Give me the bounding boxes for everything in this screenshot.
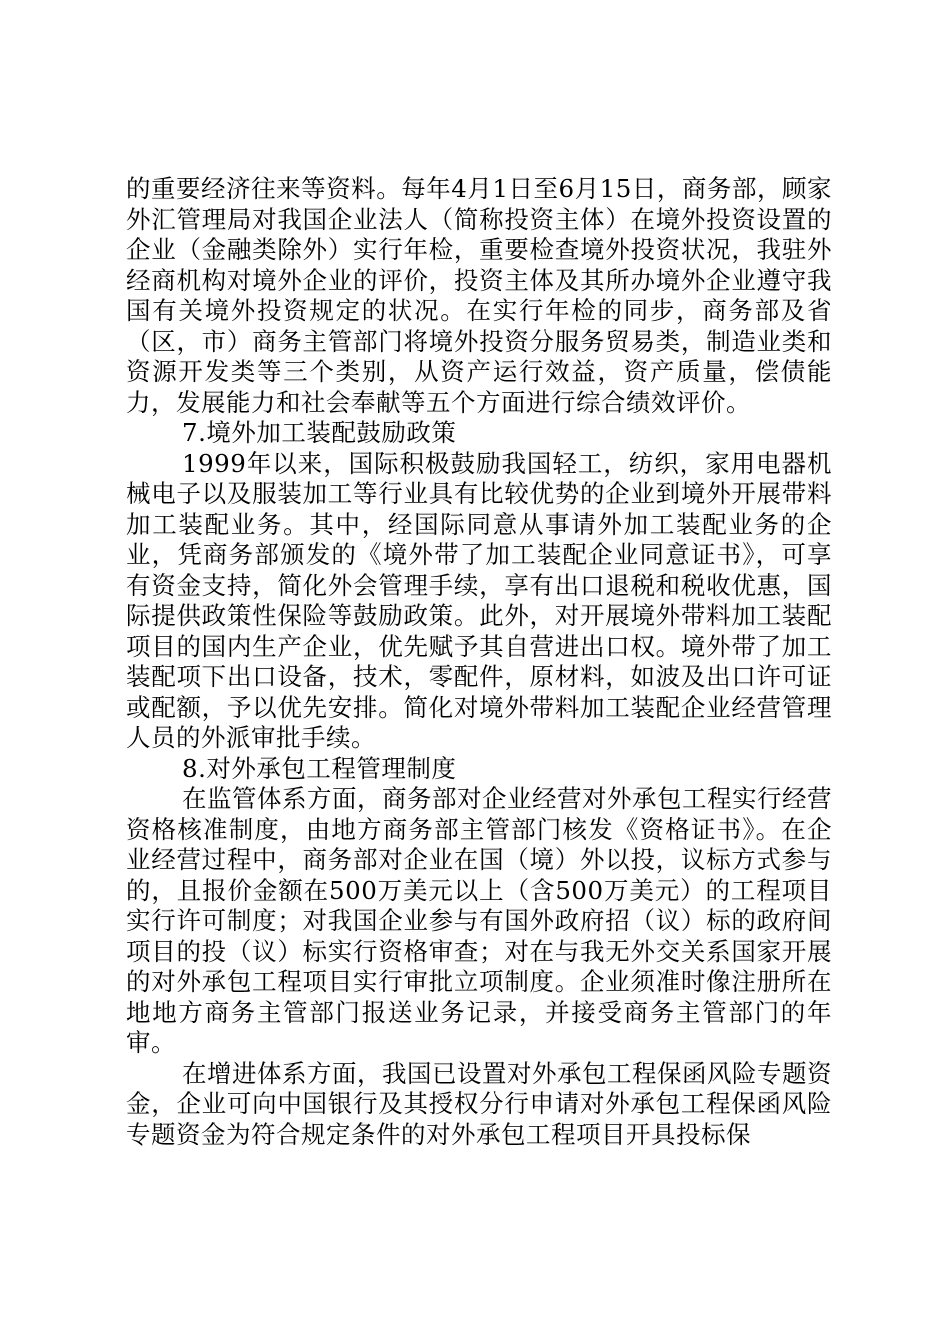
paragraph-processing-assembly: 1999年以来，国际积极鼓励我国轻工，纺织，家用电器机械电子以及服装加工等行业具有比较优势的企业到境外开展带料加工装配业务。其中，经国际同意从事请外加工装配业务的企业，凭商务部颁发的《境外带了加工装配企业同意证书》，可享有资金支持，简化外会管理手续，享有出口退税和税收优惠，国际提供政策性保险等鼓励政策。此外，对开展境外带料加工装配项目的国内生产企业，优先赋予其自营进出口权。境外带了加工装配项下出口设备，技术，零配件，原材料，如波及出口许可证或配额，予以优先安排。简化对境外带料加工装配企业经营管理人员的外派审批手续。 [126,448,832,752]
paragraph-promotion-system: 在增进体系方面，我国已设置对外承包工程保函风险专题资金，企业可向中国银行及其授权分行申请对外承包工程保函风险专题资金为符合规定条件的对外承包工程项目开具投标保 [126,1058,832,1149]
section-heading-7: 7.境外加工装配鼓励政策 [182,418,457,447]
document-page [126,174,832,1150]
section-heading-8: 8.对外承包工程管理制度 [182,753,457,783]
paragraph-annual-inspection: 的重要经济往来等资料。每年4月1日至6月15日，商务部，顾家外汇管理局对我国企业法人（简称投资主体）在境外投资设置的企业（金融类除外）实行年检，重要检查境外投资状况，我驻外经商机构对境外企业的评价，投资主体及其所办境外企业遵守我国有关境外投资规定的状况。在实行年检的同步，商务部及省（区，市）商务主管部门将境外投资分服务贸易类，制造业类和资源开发类等三个类别，从资产运行效益，资产质量，偿债能力，发展能力和社会奉献等五个方面进行综合绩效评价。 [126,174,832,417]
paragraph-supervision-system: 在监管体系方面，商务部对企业经营对外承包工程实行经营资格核准制度，由地方商务部主管部门核发《资格证书》。在企业经营过程中，商务部对企业在国（境）外以投，议标方式参与的，且报价金额在500万美元以上（含500万美元）的工程项目实行许可制度；对我国企业参与有国外政府招（议）标的政府间项目的投（议）标实行资格审查；对在与我无外交关系国家开展的对外承包工程项目实行审批立项制度。企业须准时像注册所在地地方商务主管部门报送业务记录，并接受商务主管部门的年审。 [126,784,832,1057]
